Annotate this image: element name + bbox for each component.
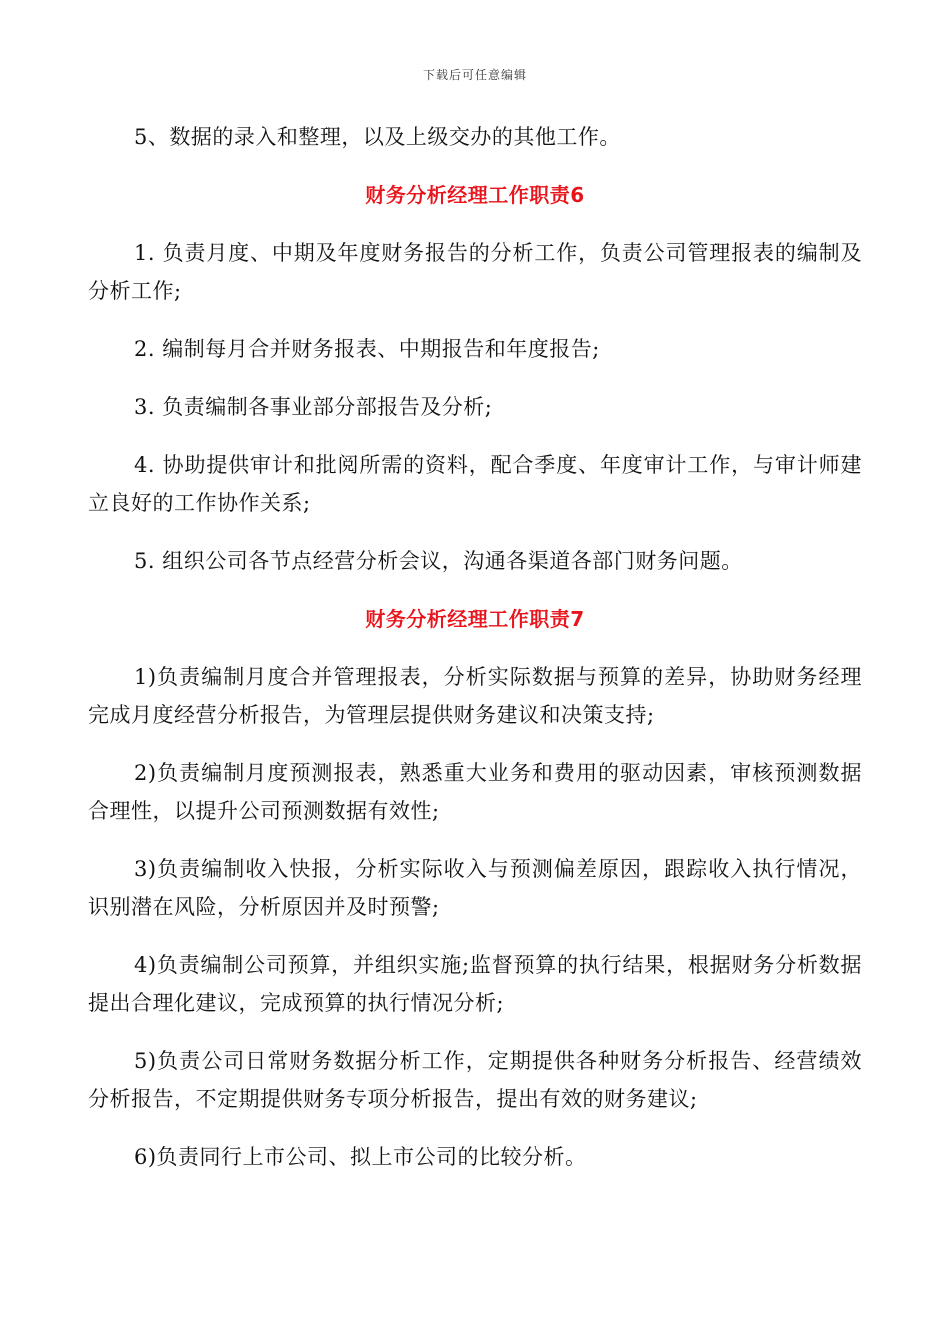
- document-body: [88, 118, 862, 1196]
- section-7-title: 财务分析经理工作职责7: [365, 607, 585, 631]
- section-7-item: 3)负责编制收入快报，分析实际收入与预测偏差原因，跟踪收入执行情况，识别潜在风险，分析原因并及时预警;: [88, 857, 862, 919]
- section-6-item: 1. 负责月度、中期及年度财务报告的分析工作，负责公司管理报表的编制及分析工作;: [88, 241, 862, 303]
- section-6-item: 5. 组织公司各节点经营分析会议，沟通各渠道各部门财务问题。: [134, 549, 743, 573]
- section-7-item: 6)负责同行上市公司、拟上市公司的比较分析。: [134, 1145, 587, 1169]
- section-6-item: 3. 负责编制各事业部分部报告及分析;: [134, 395, 493, 419]
- header-note: 下载后可任意编辑: [422, 68, 527, 82]
- section-7-item: 1)负责编制月度合并管理报表，分析实际数据与预算的差异，协助财务经理完成月度经营分析报告，为管理层提供财务建议和决策支持;: [88, 665, 862, 727]
- section-6-item: 2. 编制每月合并财务报表、中期报告和年度报告;: [134, 337, 600, 361]
- section-7-item: 2)负责编制月度预测报表，熟悉重大业务和费用的驱动因素，审核预测数据合理性，以提升公司预测数据有效性;: [88, 761, 862, 823]
- intro-paragraph: 5、数据的录入和整理，以及上级交办的其他工作。: [134, 125, 621, 149]
- section-7-item: 5)负责公司日常财务数据分析工作，定期提供各种财务分析报告、经营绩效分析报告，不定期提供财务专项分析报告，提出有效的财务建议;: [88, 1049, 862, 1111]
- section-6-title: 财务分析经理工作职责6: [365, 183, 585, 207]
- section-7-item: 4)负责编制公司预算，并组织实施;监督预算的执行结果，根据财务分析数据提出合理化建议，完成预算的执行情况分析;: [88, 953, 862, 1015]
- section-6-item: 4. 协助提供审计和批阅所需的资料，配合季度、年度审计工作，与审计师建立良好的工作协作关系;: [88, 453, 862, 515]
